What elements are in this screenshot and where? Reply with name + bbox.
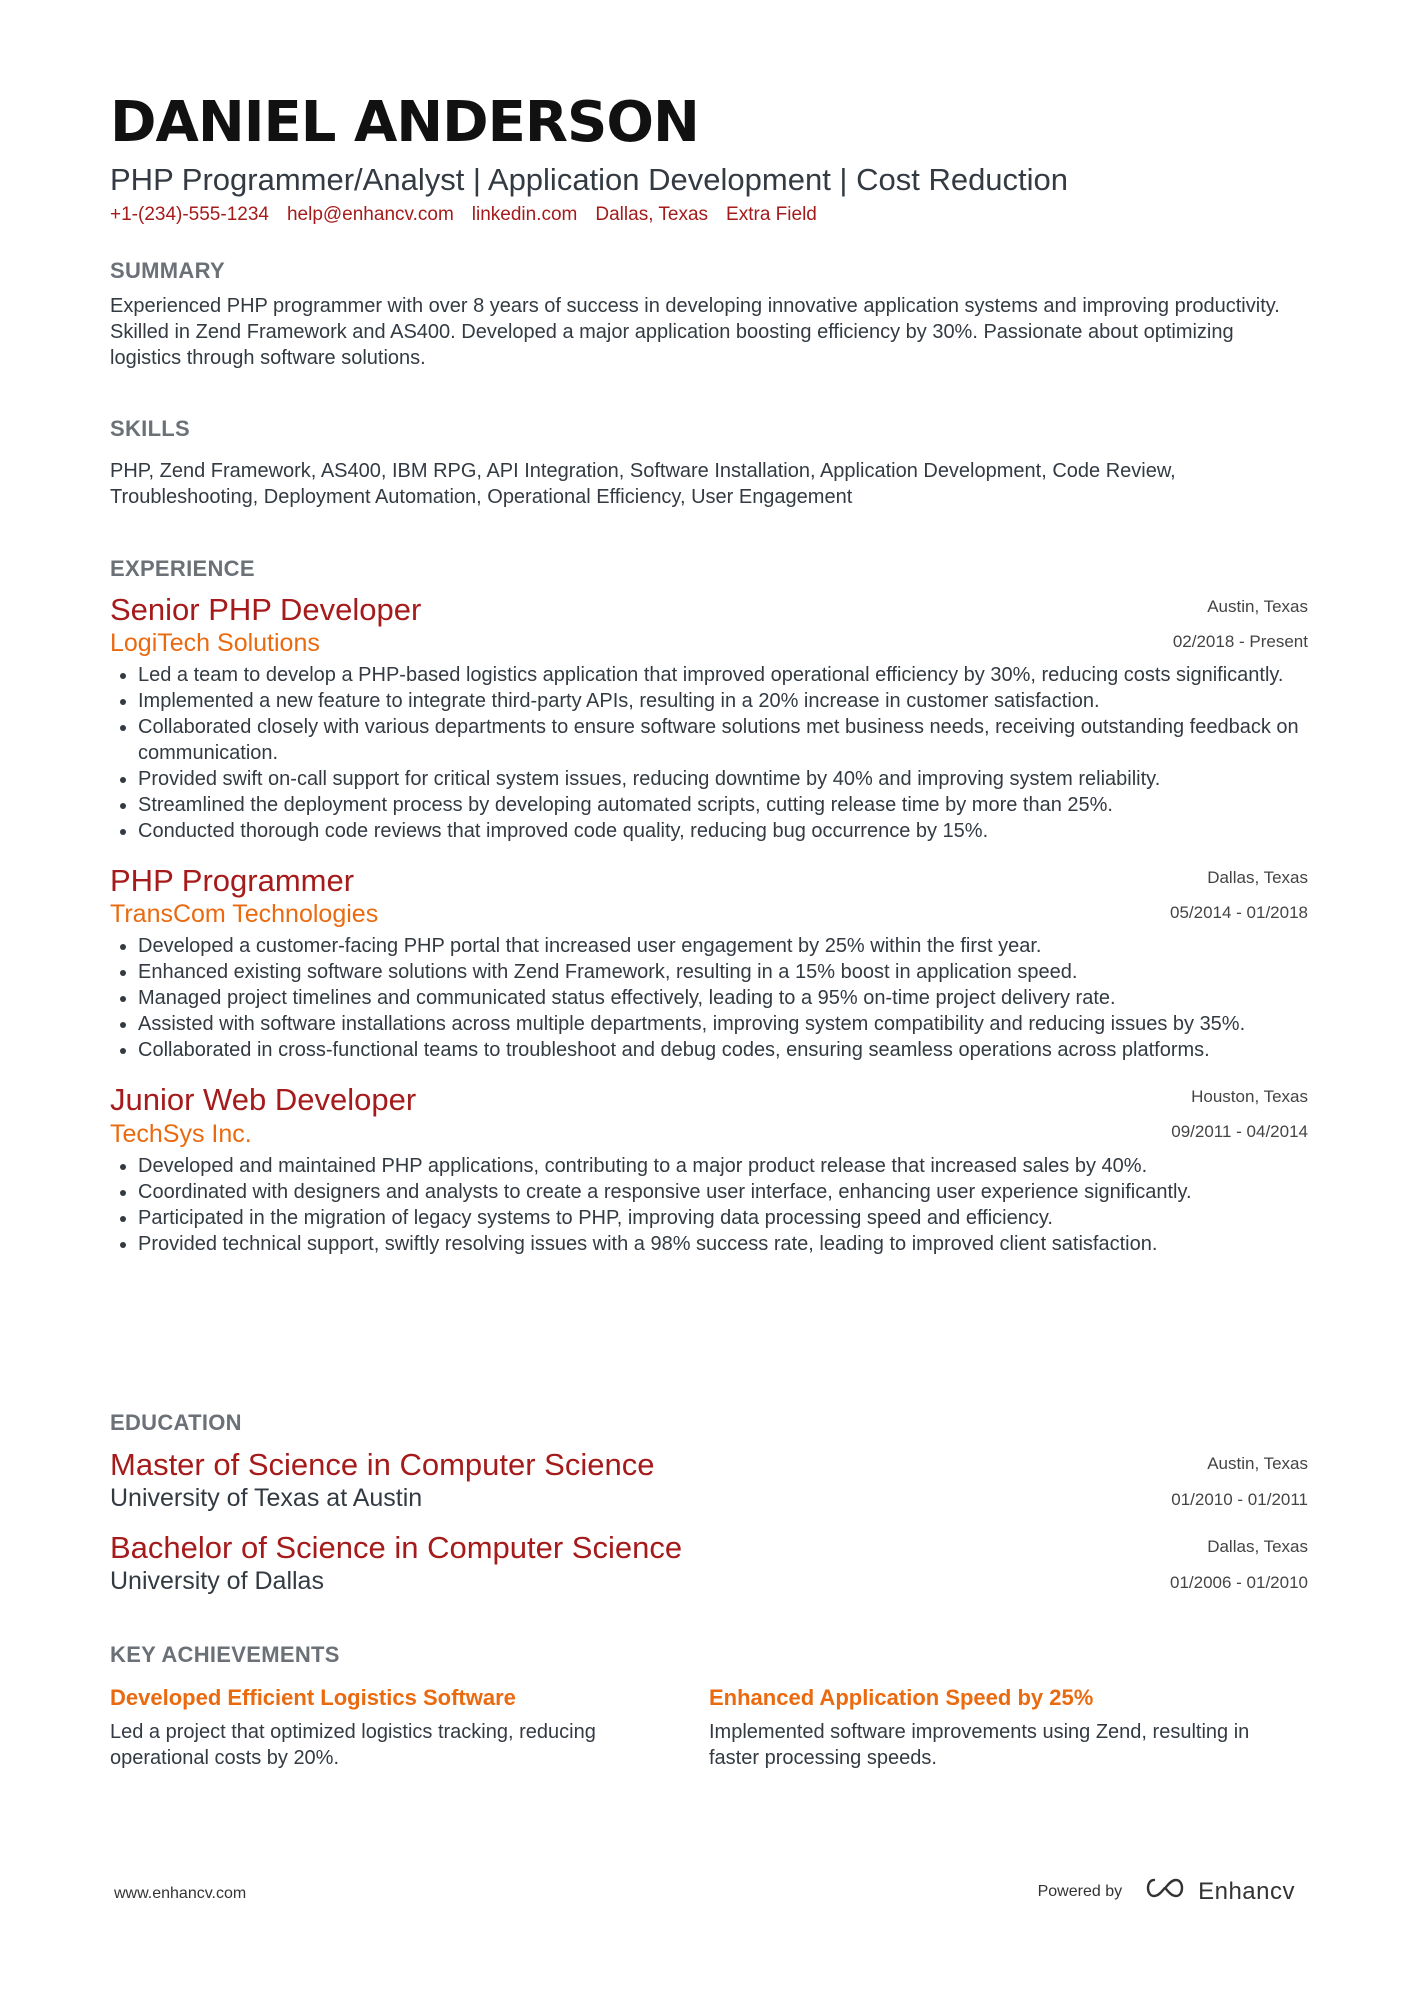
achievements-grid [110, 1685, 1308, 1771]
achievement-title: Enhanced Application Speed by 25% [709, 1685, 1094, 1710]
section-title-skills: SKILLS [110, 416, 191, 441]
brand-logo[interactable] [1142, 1876, 1295, 1907]
skills-section [110, 416, 1308, 510]
job-location: Houston, Texas [1191, 1087, 1308, 1107]
achievement-item [709, 1685, 1250, 1771]
achievements-section [110, 1642, 1308, 1771]
bullet-item: • Coordinated with designers and analysts to create a responsive user interface, enhancing user experience significantly. [138, 1179, 1308, 1205]
bullet-item: • Participated in the migration of legacy systems to PHP, improving data processing speed and efficiency. [138, 1205, 1308, 1231]
job-company: TechSys Inc. [110, 1119, 252, 1148]
section-title-achievements: KEY ACHIEVEMENTS [110, 1642, 340, 1667]
job-company: TransCom Technologies [110, 900, 379, 929]
job-location: Dallas, Texas [1207, 868, 1308, 888]
education-entry [110, 1529, 1308, 1596]
section-title-summary: SUMMARY [110, 258, 225, 283]
headline: PHP Programmer/Analyst | Application Development | Cost Reduction [110, 162, 1069, 197]
section-title-education: EDUCATION [110, 1410, 242, 1435]
bullet-item: • Led a team to develop a PHP-based logistics application that improved operational efficiency by 30%, reducing costs significantly. [138, 662, 1308, 688]
resume-page [110, 90, 1308, 226]
skills-text: PHP, Zend Framework, AS400, IBM RPG, API Integration, Software Installation, Application Development, Code Review, Troubleshooting, Deployment Automation, Operational Efficiency, User Engagement [110, 460, 1176, 508]
job-dates: 02/2018 - Present [1172, 632, 1308, 651]
degree-title: Bachelor of Science in Computer Science [110, 1530, 683, 1566]
job-title: Junior Web Developer [110, 1082, 417, 1118]
job-company: LogiTech Solutions [110, 629, 320, 658]
job-bullets [110, 662, 1308, 844]
job-dates: 05/2014 - 01/2018 [1169, 903, 1308, 923]
education-dates: 01/2010 - 01/2011 [1171, 1490, 1308, 1509]
powered-by-label: Powered by [1037, 1882, 1123, 1900]
bullet-item: • Collaborated in cross-functional teams to troubleshoot and debug codes, ensuring seamless operations across platforms. [138, 1037, 1308, 1063]
education-entry [110, 1446, 1308, 1513]
job-dates: 09/2011 - 04/2014 [1171, 1122, 1308, 1142]
job-location: Austin, Texas [1207, 597, 1308, 616]
infinity-logo-icon [1142, 1876, 1188, 1907]
contact-location: Dallas, Texas [595, 204, 709, 226]
achievement-desc: Implemented software improvements using Zend, resulting in faster processing speeds. [709, 1721, 1250, 1769]
contact-phone[interactable]: +1-(234)-555-1234 [110, 204, 269, 226]
education-location: Austin, Texas [1207, 1454, 1308, 1473]
achievement-desc: Led a project that optimized logistics tracking, reducing operational costs by 20%. [110, 1721, 596, 1769]
job-bullets [110, 933, 1308, 1063]
bullet-item: • Conducted thorough code reviews that improved code quality, reducing bug occurrence by 15%. [138, 818, 1308, 844]
candidate-name: DANIEL ANDERSON [110, 90, 699, 155]
footer-site-link[interactable]: www.enhancv.com [114, 1885, 247, 1902]
education-dates: 01/2006 - 01/2010 [1169, 1573, 1308, 1593]
summary-text: Experienced PHP programmer with over 8 years of success in developing innovative application systems and improving productivity. Skilled in Zend Framework and AS400. Developed a major application boosting efficiency by 30%. Passionate about optimizing logistics through software solutions. [110, 295, 1280, 369]
achievement-title: Developed Efficient Logistics Software [110, 1685, 516, 1710]
job-bullets [110, 1153, 1308, 1257]
achievement-item [110, 1685, 651, 1771]
contact-email[interactable]: help@enhancv.com [286, 204, 454, 226]
bullet-item: • Developed and maintained PHP applications, contributing to a major product release that increased sales by 40%. [138, 1153, 1308, 1179]
bullet-item: • Enhanced existing software solutions with Zend Framework, resulting in a 15% boost in application speed. [138, 959, 1308, 985]
degree-title: Master of Science in Computer Science [110, 1447, 655, 1482]
job-title: PHP Programmer [110, 863, 355, 899]
bullet-item: • Assisted with software installations across multiple departments, improving system compatibility and reducing issues by 35%. [138, 1011, 1308, 1037]
summary-section [110, 258, 1308, 371]
bullet-item: • Developed a customer-facing PHP portal that increased user engagement by 25% within the first year. [138, 933, 1308, 959]
school-name: University of Dallas [110, 1567, 324, 1596]
bullet-item: • Managed project timelines and communicated status effectively, leading to a 95% on-time project delivery rate. [138, 985, 1308, 1011]
bullet-item: • Provided swift on-call support for critical system issues, reducing downtime by 40% and improving system reliability. [138, 766, 1308, 792]
job-entry [110, 862, 1308, 1063]
bullet-item: • Implemented a new feature to integrate third-party APIs, resulting in a 20% increase in customer satisfaction. [138, 688, 1308, 714]
education-section [110, 1410, 1308, 1596]
job-entry [110, 1081, 1308, 1256]
bullet-item: • Streamlined the deployment process by developing automated scripts, cutting release time by more than 25%. [138, 792, 1308, 818]
footer-branding [1038, 1876, 1295, 1907]
section-title-experience: EXPERIENCE [110, 556, 255, 581]
contact-bar [110, 204, 1308, 226]
bullet-item: • Collaborated closely with various departments to ensure software solutions met business needs, receiving outstanding feedback on communication. [138, 714, 1308, 766]
education-location: Dallas, Texas [1207, 1537, 1308, 1557]
job-entry [110, 591, 1308, 844]
contact-linkedin[interactable]: linkedin.com [471, 204, 578, 226]
job-title: Senior PHP Developer [110, 592, 422, 627]
school-name: University of Texas at Austin [110, 1484, 423, 1513]
contact-extra: Extra Field [726, 204, 817, 226]
bullet-item: • Provided technical support, swiftly resolving issues with a 98% success rate, leading to improved client satisfaction. [138, 1231, 1308, 1257]
brand-name: Enhancv [1198, 1877, 1295, 1905]
experience-section [110, 556, 1308, 1257]
